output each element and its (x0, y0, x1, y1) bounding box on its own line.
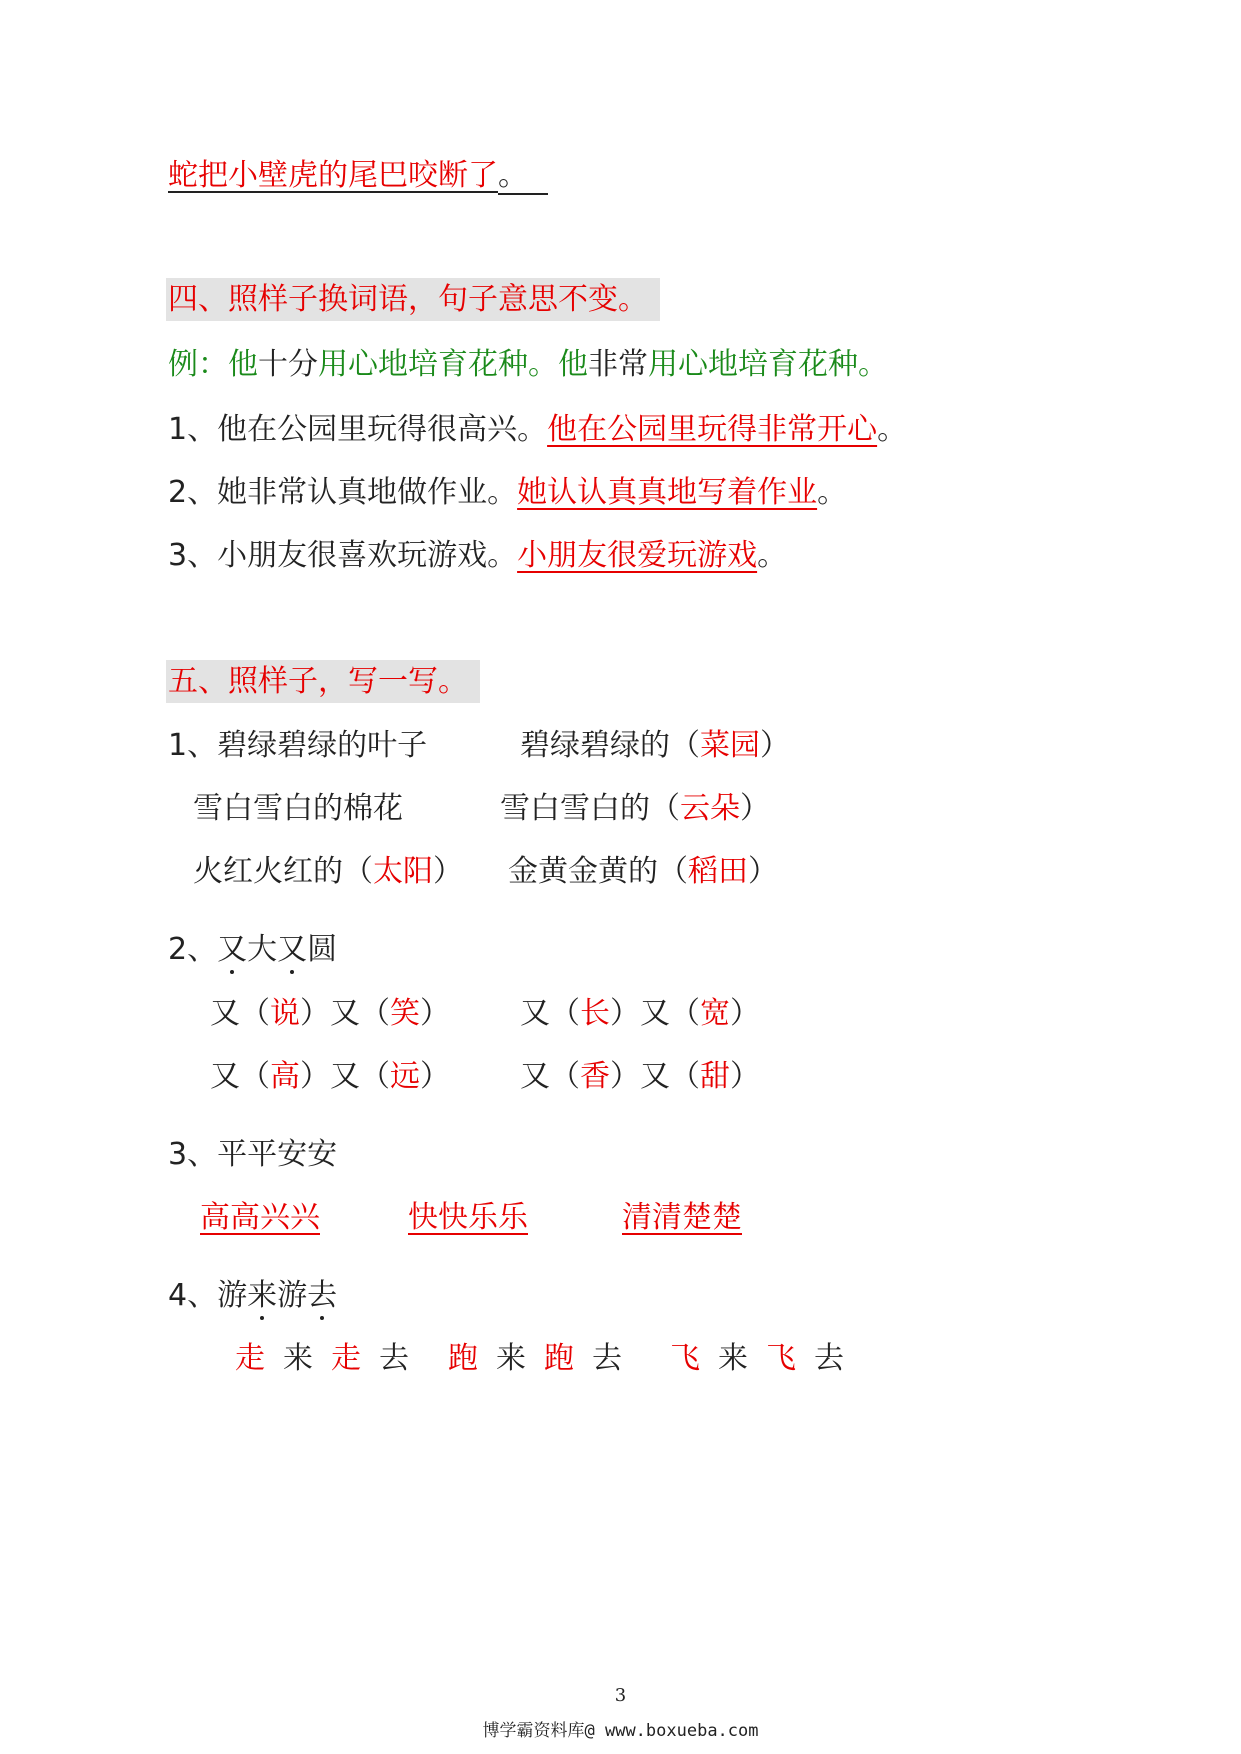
q3-answer-3: 清清楚楚 (622, 1200, 742, 1235)
q1-r1-right-post: ） (760, 728, 790, 763)
q2-you: 又 (640, 1059, 670, 1094)
q2-close: ） (420, 996, 450, 1031)
q2-row2-right (520, 1057, 760, 1097)
item2-end: 。 (817, 475, 848, 510)
q2-row1-right (520, 994, 760, 1034)
q2-you: 又 (210, 996, 240, 1031)
q2-close: ） (610, 996, 640, 1031)
q1-row1-right (520, 726, 790, 766)
q4-group-2 (448, 1339, 640, 1379)
example-part4: 非常 (588, 347, 648, 382)
q4-g2-d: 去 (592, 1341, 622, 1376)
q4-g3-d: 去 (814, 1341, 844, 1376)
q2-open: （ (550, 1059, 580, 1094)
q1-row2-left (193, 789, 403, 829)
q2-close: ） (300, 1059, 330, 1094)
q2-answer-5: 高 (270, 1059, 300, 1094)
q2-close: ） (730, 996, 760, 1031)
section4-heading: 四、照样子换词语，句子意思不变。 (166, 278, 660, 321)
source-watermark: 博学霸资料库@ www.boxueba.com (482, 1721, 759, 1741)
q2-open: （ (240, 996, 270, 1031)
q4-g3-c: 飞 (766, 1341, 796, 1376)
q4-group-1 (235, 1339, 427, 1379)
q2-label-c3: 又 (277, 930, 307, 970)
q1-r1-left-text: 1、碧绿碧绿的叶子 (168, 728, 428, 763)
q4-label-c3: 去 (307, 1276, 337, 1316)
q1-r3-right-answer: 稻田 (688, 854, 748, 889)
q2-answer-2: 笑 (390, 996, 420, 1031)
q1-r2-answer: 云朵 (680, 791, 740, 826)
section4-item-2 (168, 473, 847, 513)
q4-label (168, 1276, 337, 1316)
q3-answer-line (200, 1198, 742, 1238)
q1-r2-right-pre: 雪白雪白的（ (500, 791, 680, 826)
q2-close: ） (730, 1059, 760, 1094)
q2-you: 又 (330, 996, 360, 1031)
q2-label-c1: 又 (217, 930, 247, 970)
q4-label-c1: 来 (247, 1276, 277, 1316)
q2-open: （ (550, 996, 580, 1031)
q2-label-pre: 2、 (168, 932, 218, 967)
example-part1: 例：他 (168, 347, 258, 382)
q4-g2-b: 来 (496, 1341, 526, 1376)
q3-label (168, 1135, 337, 1175)
q1-row2-right (500, 789, 770, 829)
q2-close: ） (300, 996, 330, 1031)
q2-close: ） (420, 1059, 450, 1094)
q1-row1-left (168, 726, 427, 766)
section4-item-3 (168, 536, 787, 576)
example-part5: 用心地培育花种。 (648, 347, 888, 382)
q1-r3-right-pre: 金黄金黄的（ (508, 854, 688, 889)
q3-answer-2: 快快乐乐 (408, 1200, 528, 1235)
q2-you: 又 (520, 996, 550, 1031)
example-part2: 十分 (258, 347, 318, 382)
item2-answer: 她认认真真地写着作业 (517, 475, 818, 510)
q4-g2-a: 跑 (448, 1341, 478, 1376)
section5-heading: 五、照样子，写一写。 (166, 660, 480, 703)
q2-label-c4: 圆 (307, 932, 338, 967)
top-answer-text: 蛇把小壁虎的尾巴咬断了 (168, 158, 498, 193)
q1-r1-right-pre: 碧绿碧绿的（ (520, 728, 700, 763)
q2-you: 又 (330, 1059, 360, 1094)
q2-label (168, 930, 337, 970)
q2-you: 又 (210, 1059, 240, 1094)
top-answer-line (168, 156, 548, 196)
q2-answer-6: 远 (390, 1059, 420, 1094)
q2-answer-4: 宽 (700, 996, 730, 1031)
q1-row3-left (193, 852, 463, 892)
q4-g1-c: 走 (331, 1341, 361, 1376)
q2-label-c2: 大 (247, 932, 278, 967)
q2-close: ） (610, 1059, 640, 1094)
q4-g3-a: 飞 (670, 1341, 700, 1376)
q2-open: （ (670, 1059, 700, 1094)
q2-open: （ (240, 1059, 270, 1094)
example-part3: 用心地培育花种。他 (318, 347, 588, 382)
q4-g2-c: 跑 (544, 1341, 574, 1376)
section4-heading-line (166, 280, 660, 320)
q2-open: （ (360, 996, 390, 1031)
section5-heading-line (166, 662, 480, 702)
q4-g1-d: 去 (379, 1341, 409, 1376)
q2-row1-left (210, 994, 450, 1034)
q1-row3-right (508, 852, 778, 892)
q4-label-pre: 4、游 (168, 1278, 248, 1313)
q3-label-text: 3、平平安安 (168, 1137, 338, 1172)
top-answer-punct: 。 (498, 159, 548, 195)
page-number: 3 (614, 1685, 627, 1706)
q4-g1-a: 走 (235, 1341, 265, 1376)
q2-answer-8: 甜 (700, 1059, 730, 1094)
q4-g1-b: 来 (283, 1341, 313, 1376)
item1-answer: 他在公园里玩得非常开心 (547, 412, 878, 447)
q1-r3-left-pre: 火红火红的（ (193, 854, 373, 889)
q1-r1-answer: 菜园 (700, 728, 760, 763)
q2-answer-7: 香 (580, 1059, 610, 1094)
item1-question: 1、他在公园里玩得很高兴。 (168, 412, 548, 447)
q4-label-c2: 游 (277, 1278, 308, 1313)
item3-question: 3、小朋友很喜欢玩游戏。 (168, 538, 518, 573)
q2-row2-left (210, 1057, 450, 1097)
q2-open: （ (670, 996, 700, 1031)
section4-example (168, 345, 888, 385)
q1-r3-left-post: ） (433, 854, 463, 889)
item3-answer: 小朋友很爱玩游戏 (517, 538, 758, 573)
q4-group-3 (670, 1339, 862, 1379)
q1-r2-right-post: ） (740, 791, 770, 826)
q3-answers (200, 1198, 742, 1238)
q2-you: 又 (640, 996, 670, 1031)
q1-r2-left-text: 雪白雪白的棉花 (193, 791, 403, 826)
q1-r3-right-post: ） (748, 854, 778, 889)
q2-answer-1: 说 (270, 996, 300, 1031)
q1-r3-left-answer: 太阳 (373, 854, 433, 889)
q2-open: （ (360, 1059, 390, 1094)
item3-end: 。 (757, 538, 788, 573)
section4-item-1 (168, 410, 907, 450)
q2-you: 又 (520, 1059, 550, 1094)
item2-question: 2、她非常认真地做作业。 (168, 475, 518, 510)
item1-end: 。 (877, 412, 908, 447)
q3-answer-1: 高高兴兴 (200, 1200, 320, 1235)
q2-answer-3: 长 (580, 996, 610, 1031)
q4-g3-b: 来 (718, 1341, 748, 1376)
